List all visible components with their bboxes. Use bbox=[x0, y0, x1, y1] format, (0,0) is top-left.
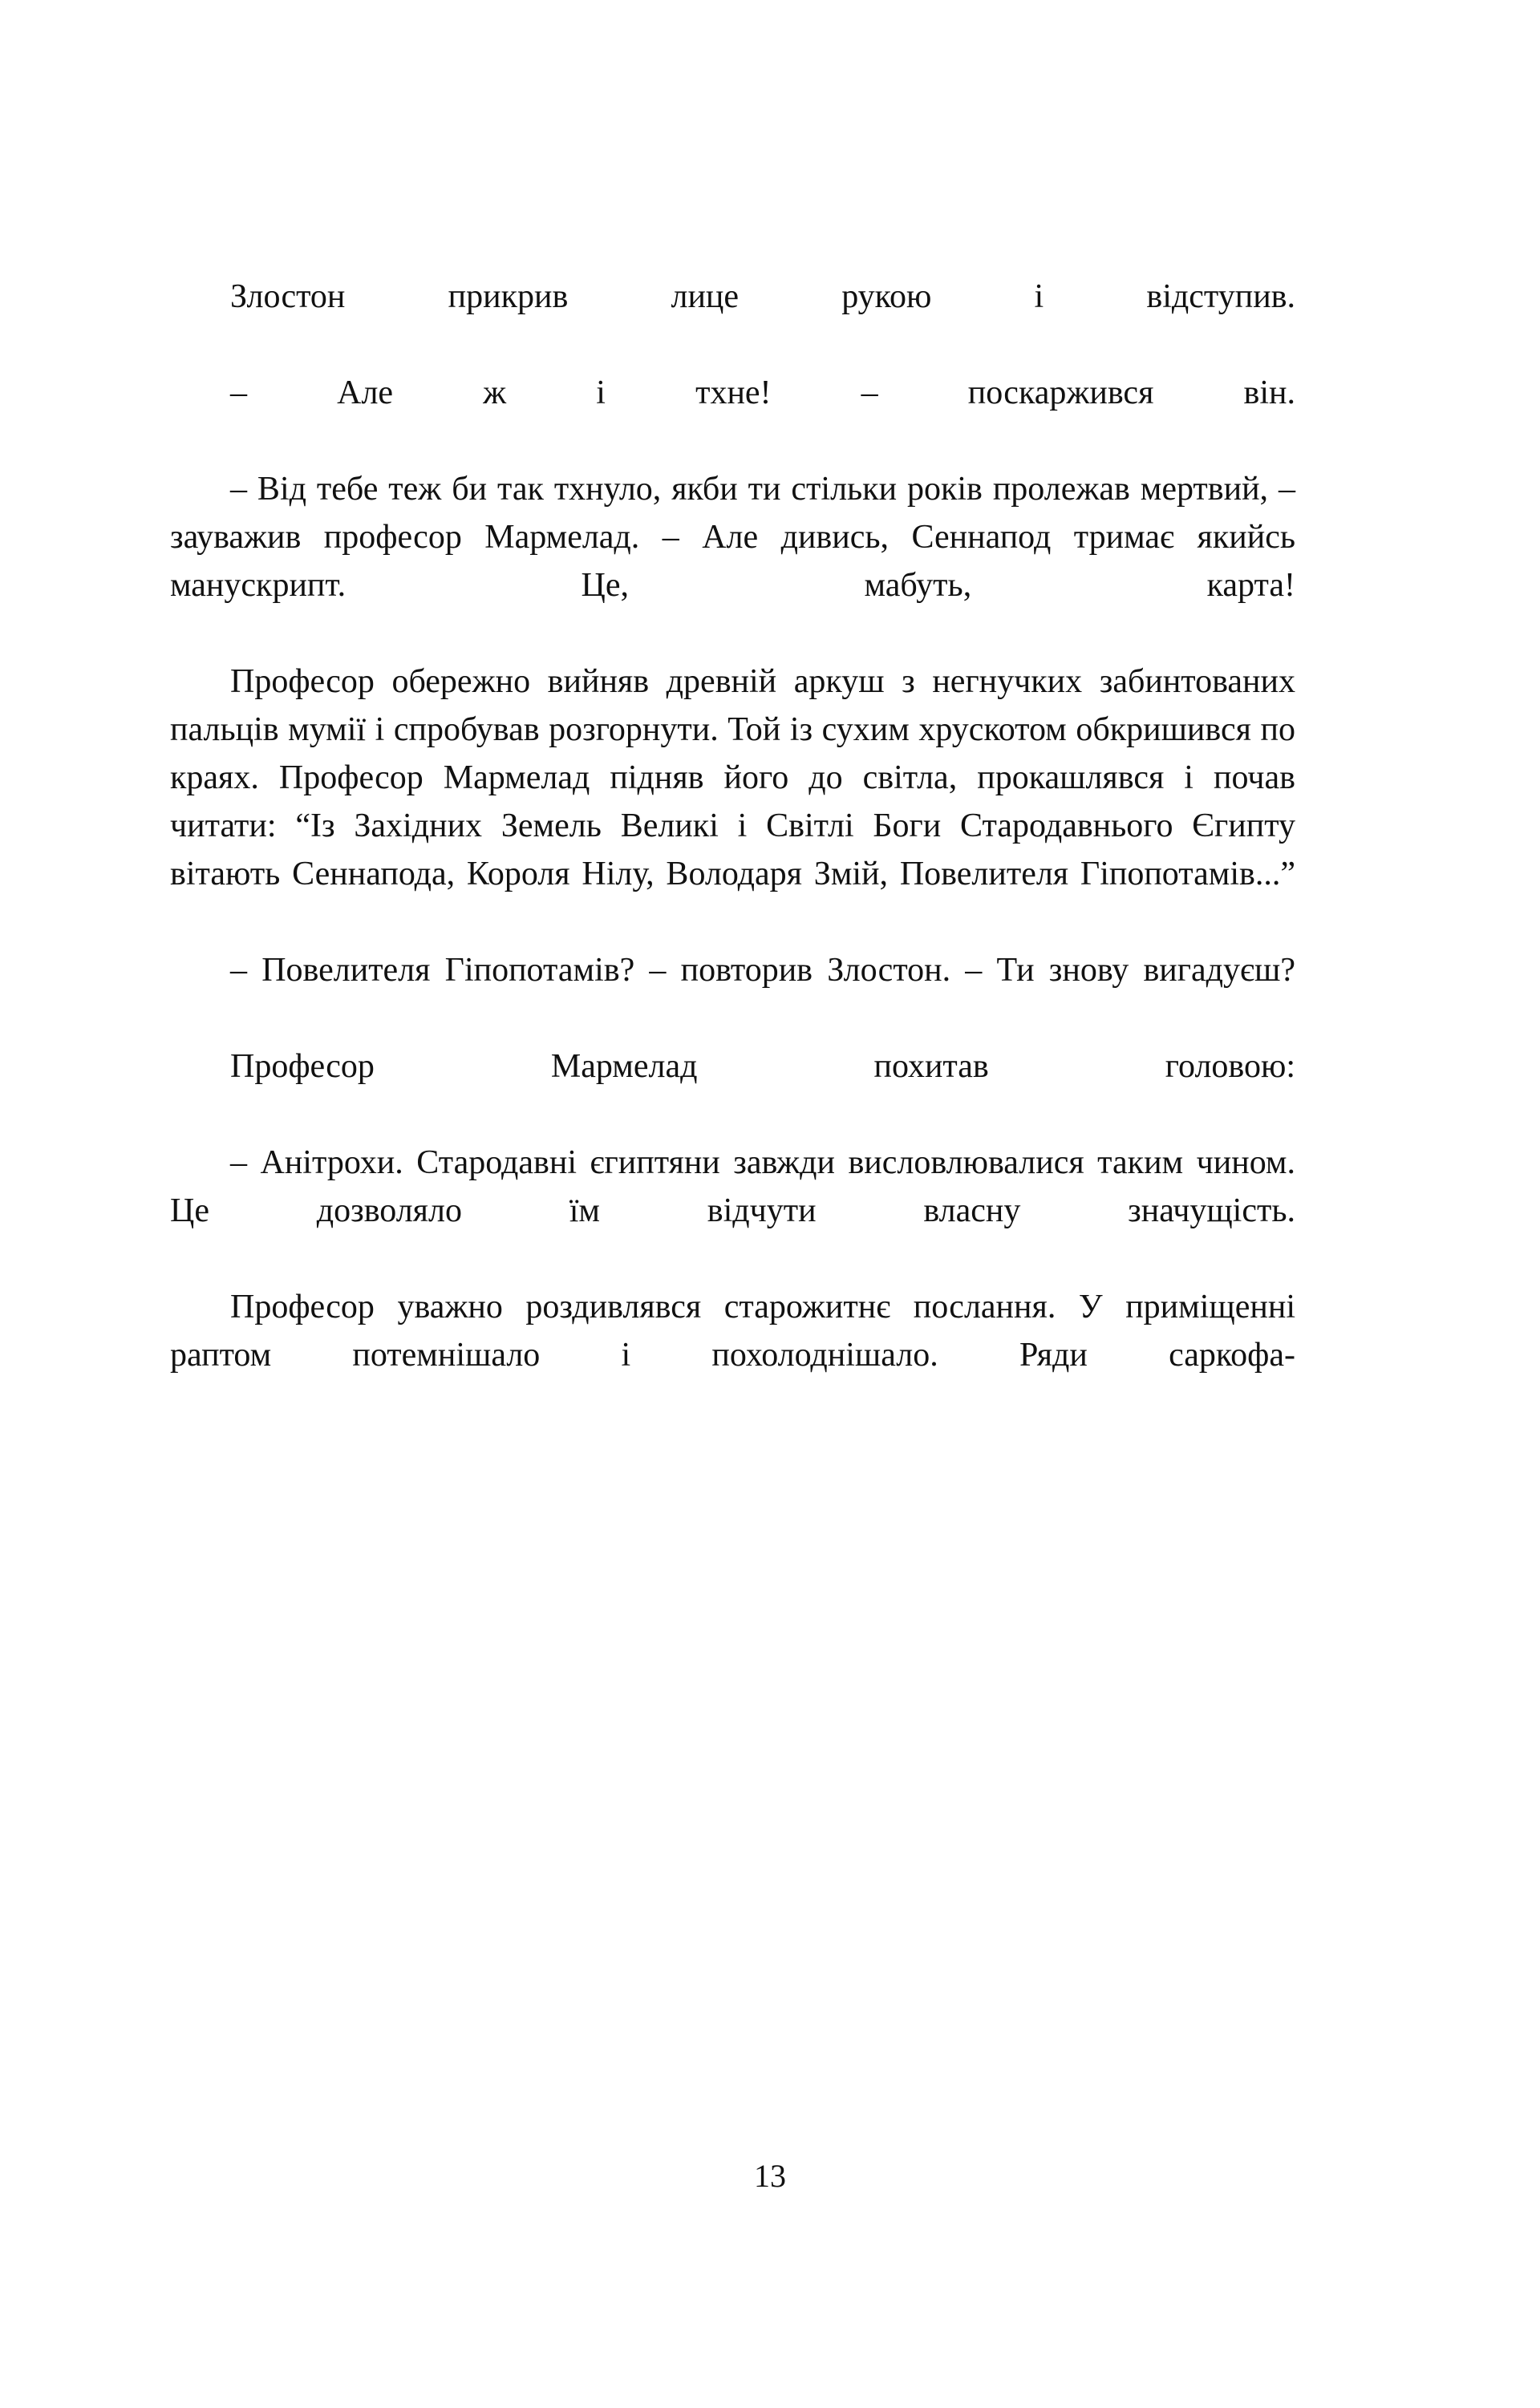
page-text-column bbox=[170, 273, 1295, 1427]
paragraph: Злостон прикрив лице рукою і відступив. bbox=[230, 278, 1295, 315]
paragraph: Професор уважно роздивлявся старожитнє послання. У приміщенні раптом потемнішало і похолоднішало. Ряди саркофа- bbox=[170, 1289, 1295, 1374]
paragraph: – Але ж і тхне! – поскаржився він. bbox=[230, 374, 1295, 411]
paragraph: Професор обережно вийняв древній аркуш з негнучких забинтованих пальців мумії і спробував розгорнути. Той із сухим хрускотом обкришився по краях. Професор Мармелад підняв його до світла, прокашлявся і почав читати: “Із Західних Земель Великі і Світлі Боги Стародавнього Єгипту вітають Сеннапода, Короля Нілу, Володаря Змій, Повелителя Гіпопотамів...” bbox=[170, 663, 1295, 892]
paragraph: – Повелителя Гіпопотамів? – повторив Злостон. – Ти знову вигадуєш? bbox=[230, 952, 1295, 989]
paragraph: Професор Мармелад похитав головою: bbox=[230, 1048, 1295, 1085]
paragraph: – Анітрохи. Стародавні єгиптяни завжди висловлювалися таким чином. Це дозволяло їм відчути власну значущість. bbox=[170, 1144, 1295, 1229]
page-number: 13 bbox=[754, 2158, 786, 2194]
paragraph: – Від тебе теж би так тхнуло, якби ти стільки років пролежав мертвий, – зауважив професор Мармелад. – Але дивись, Сеннапод тримає якийсь манускрипт. Це, мабуть, карта! bbox=[170, 471, 1295, 604]
